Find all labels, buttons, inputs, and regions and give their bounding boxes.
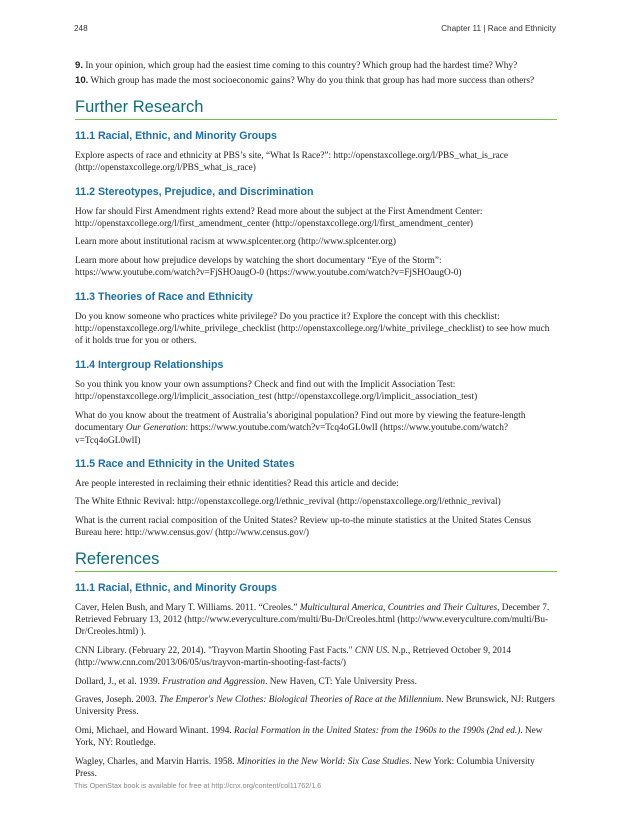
section-heading-11-1: 11.1 Racial, Ethnic, and Minority Groups (75, 129, 277, 142)
page-footer: This OpenStax book is available for free at http://cnx.org/content/col11762/1.6 (74, 781, 322, 790)
reference-entry: CNN Library. (February 22, 2014). "Trayvon Martin Shooting Fast Facts." CNN US. N.p., Retrieved October 9, 2014 (http://www.cnn.com/2013/06/05/us/trayvon-martin-shooting-fast-facts/) (75, 645, 512, 669)
paragraph: What is the current racial composition of the United States? Review up-to-the minute statistics at the United States Census Bureau here: http://www.census.gov/ (http://www.census.gov/) (75, 515, 531, 539)
paragraph: Explore aspects of race and ethnicity at PBS’s site, “What Is Race?”: http://openstaxcollege.org/l/PBS_what_is_race (http://openstaxcollege.org/l/PBS_what_is_race) (75, 150, 509, 174)
paragraph: How far should First Amendment rights extend? Read more about the subject at the First Amendment Center: http://openstaxcollege.org/l/first_amendment_center (http://openstaxcollege.org/l/first_amendment_center) (75, 206, 483, 230)
reference-entry: Wagley, Charles, and Marvin Harris. 1958. Minorities in the New World: Six Case Studies. New York: Columbia University Press. (75, 756, 535, 779)
question-9: 9. In your opinion, which group had the easiest time coming to this country? Which group had the hardest time? Why? (75, 60, 518, 71)
question-10: 10. Which group has made the most socioeconomic gains? Why do you think that group has had more success than others? (75, 75, 535, 87)
paragraph: Are people interested in reclaiming their ethnic identities? Read this article and decide: (75, 478, 399, 489)
section-heading-11-4: 11.4 Intergroup Relationships (75, 358, 224, 371)
further-research-heading: Further Research (75, 98, 557, 120)
reference-entry: Graves, Joseph. 2003. The Emperor's New Clothes: Biological Theories of Race at the Millennium. New Brunswick, NJ: Rutgers University Press. (75, 694, 555, 718)
paragraph: Do you know someone who practices white privilege? Do you practice it? Explore the concept with this checklist: http://openstaxcollege.org/l/white_privilege_checklist (http://openstaxcollege.org/l/white_privilege_checklist) to see how much of it holds true for you or others. (75, 311, 550, 347)
paragraph: So you think you know your own assumptions? Check and find out with the Implicit Association Test: http://openstaxcollege.org/l/implicit_association_test (http://openstaxcollege.org/l/implicit_association_test) (75, 379, 478, 403)
chapter-title: Chapter 11 | Race and Ethnicity (441, 24, 556, 33)
page-number: 248 (74, 24, 88, 33)
section-heading-11-2: 11.2 Stereotypes, Prejudice, and Discrimination (75, 185, 314, 198)
section-heading-11-3: 11.3 Theories of Race and Ethnicity (75, 290, 253, 303)
page-content (75, 60, 557, 786)
references-section-heading: 11.1 Racial, Ethnic, and Minority Groups (75, 581, 277, 594)
paragraph: Learn more about how prejudice develops by watching the short documentary “Eye of the Storm”: https://www.youtube.com/watch?v=FjSHOaugO-0 (https://www.youtube.com/watch?v=FjSHOaugO-0) (75, 255, 462, 279)
paragraph: Learn more about institutional racism at www.splcenter.org (http://www.splcenter.org) (75, 237, 396, 248)
page-header (74, 24, 556, 38)
reference-entry: Caver, Helen Bush, and Mary T. Williams. 2011. “Creoles.” Multicultural America, Countries and Their Cultures, December 7. Retrieved February 13, 2012 (http://www.everyculture.com/multi/Bu-Dr/Creoles.html (http://www.everyculture.com/multi/Bu-Dr/Creoles.html) ). (75, 602, 550, 638)
section-heading-11-5: 11.5 Race and Ethnicity in the United States (75, 457, 295, 470)
paragraph: The White Ethnic Revival: http://openstaxcollege.org/l/ethnic_revival (http://openstaxcollege.org/l/ethnic_revival) (75, 497, 501, 508)
reference-entry: Omi, Michael, and Howard Winant. 1994. Racial Formation in the United States: from the 1960s to the 1990s (2nd ed.). New York, NY: Routledge. (75, 725, 543, 749)
paragraph: What do you know about the treatment of Australia’s aboriginal population? Find out more by viewing the feature-length documentary Our Generation: https://www.youtube.com/watch?v=Tcq4oGL0wlI (https://www.youtube.com/watch?v=Tcq4oGL0wlI) (75, 410, 526, 446)
references-heading: References (75, 550, 557, 572)
reference-entry: Dollard, J., et al. 1939. Frustration and Aggression. New Haven, CT: Yale University Press. (75, 676, 417, 687)
